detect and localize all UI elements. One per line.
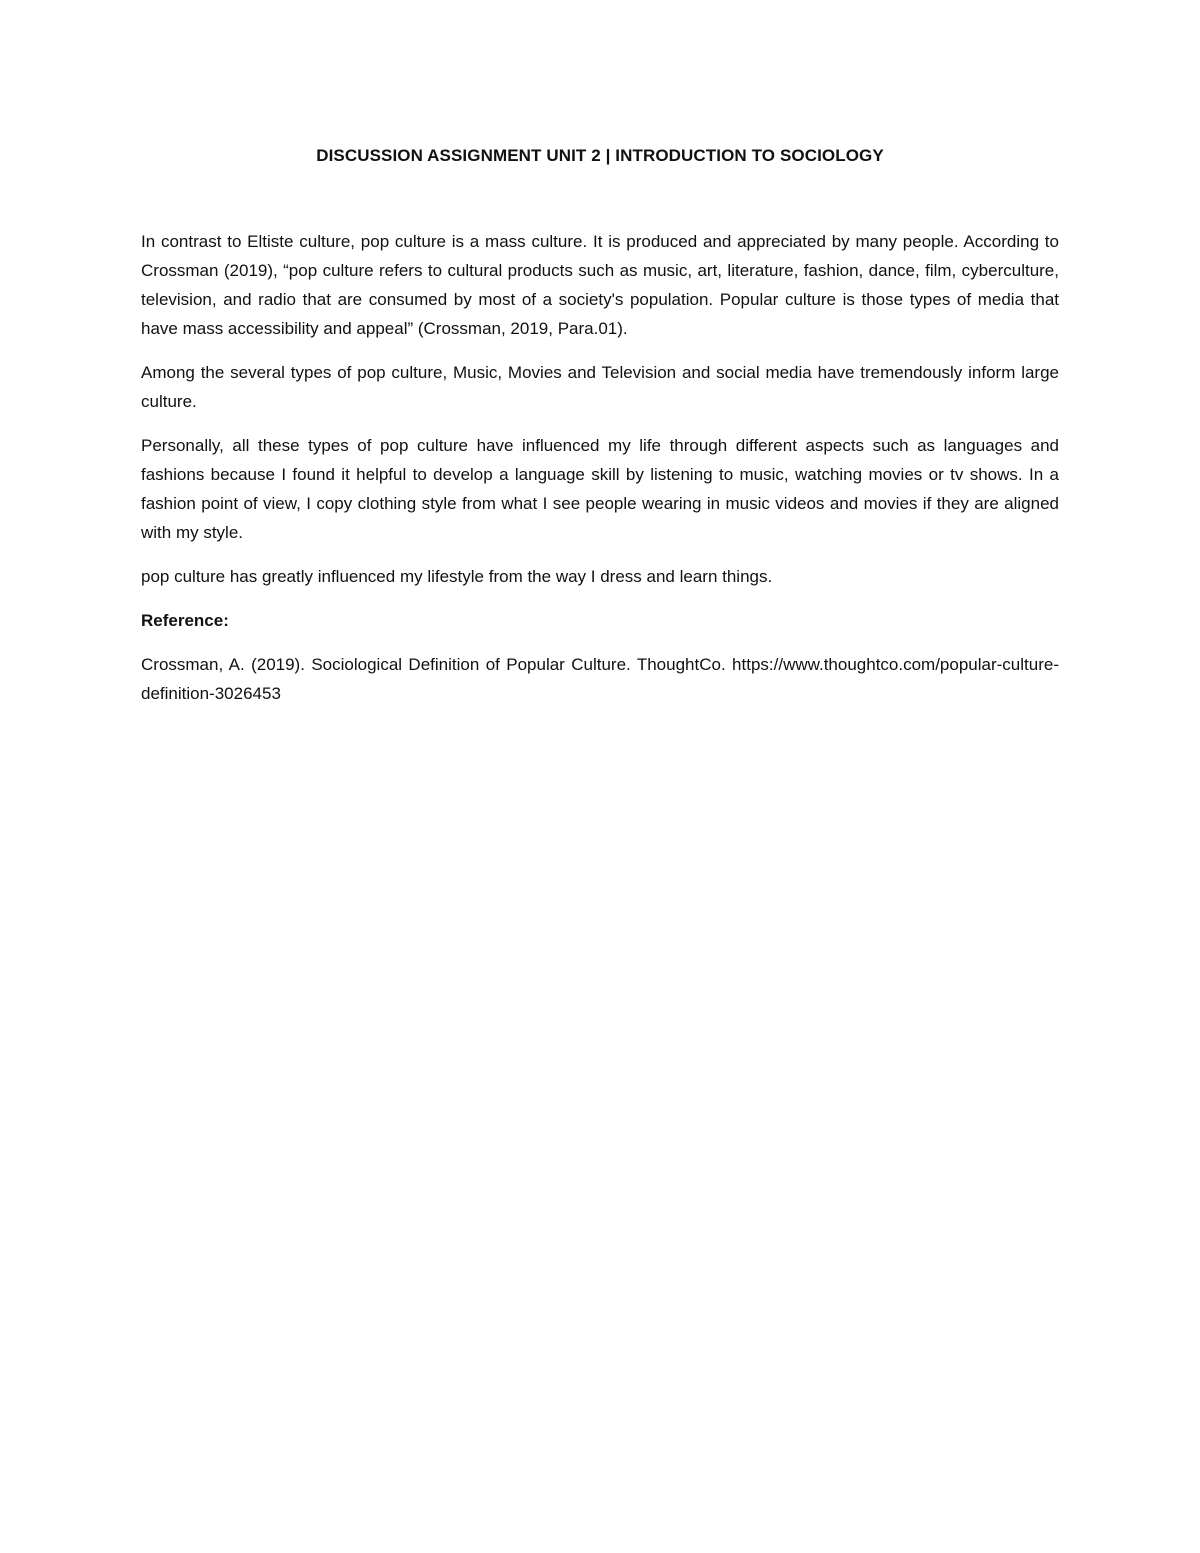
- paragraph-intro: In contrast to Eltiste culture, pop culture is a mass culture. It is produced and appreciated by many people. According to Crossman (2019), “pop culture refers to cultural products such as music, art, literature, fashion, dance, film, cyberculture, television, and radio that are consumed by most of a society's population. Popular culture is those types of media that have mass accessibility and appeal” (Crossman, 2019, Para.01).: [141, 232, 1059, 338]
- document-body: [141, 142, 1059, 708]
- reference-heading: Reference:: [141, 611, 229, 630]
- paragraph-personal: Personally, all these types of pop culture have influenced my life through different aspects such as languages and fashions because I found it helpful to develop a language skill by listening to music, watching movies or tv shows. In a fashion point of view, I copy clothing style from what I see people wearing in music videos and movies if they are aligned with my style.: [141, 436, 1059, 542]
- paragraph-conclusion: pop culture has greatly influenced my lifestyle from the way I dress and learn things.: [141, 567, 773, 586]
- document-title: DISCUSSION ASSIGNMENT UNIT 2 | INTRODUCTION TO SOCIOLOGY: [316, 146, 884, 165]
- paragraph-types: Among the several types of pop culture, Music, Movies and Television and social media have tremendously inform large culture.: [141, 363, 1059, 411]
- reference-entry: Crossman, A. (2019). Sociological Definition of Popular Culture. ThoughtCo. https://www.thoughtco.com/popular-culture-definition-3026453: [141, 655, 1059, 703]
